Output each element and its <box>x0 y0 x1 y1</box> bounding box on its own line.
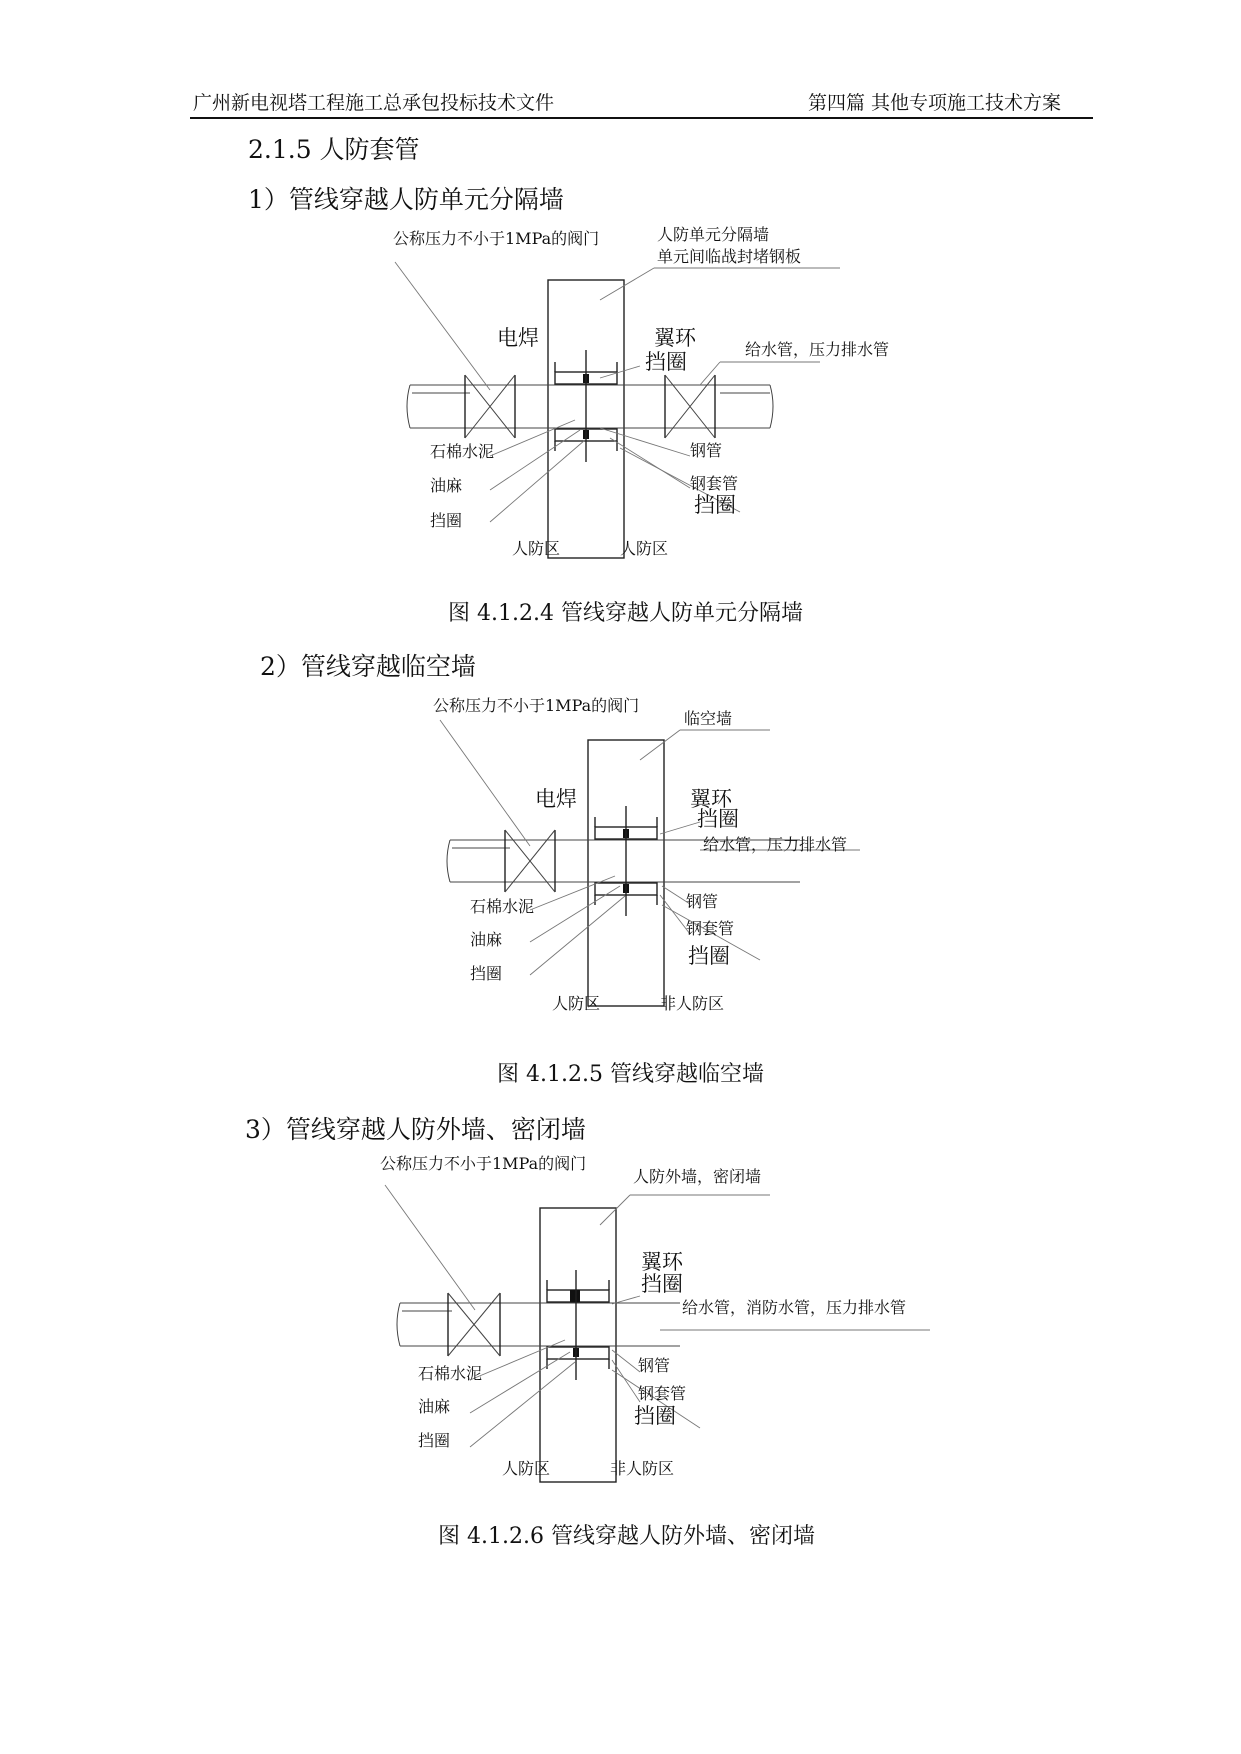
label-wing-ring: 翼环 <box>690 787 732 811</box>
figure-3-caption: 图 4.1.2.6 管线穿越人防外墙、密闭墙 <box>438 1524 815 1549</box>
figure-1-caption: 图 4.1.2.4 管线穿越人防单元分隔墙 <box>448 601 803 626</box>
label-wing-ring: 翼环 <box>654 326 696 350</box>
label-wall: 人防单元分隔墙 <box>657 225 770 244</box>
label-zone-right: 人防区 <box>620 539 669 558</box>
label-wall: 人防外墙，密闭墙 <box>633 1167 762 1186</box>
label-retaining-ring: 挡圈 <box>697 807 739 831</box>
label-oakum: 油麻 <box>418 1397 451 1416</box>
figure-3-drawing <box>385 1185 930 1482</box>
label-weld: 电焊 <box>497 326 539 350</box>
label-steel-sleeve: 钢套管 <box>690 474 739 493</box>
label-steel-sleeve: 钢套管 <box>638 1384 687 1403</box>
label-zone-left: 人防区 <box>502 1459 551 1478</box>
label-steel-sleeve: 钢套管 <box>686 919 735 938</box>
label-retaining-ring: 挡圈 <box>641 1272 683 1296</box>
header-document-title: 广州新电视塔工程施工总承包投标技术文件 <box>193 92 555 114</box>
label-retaining-ring-right: 挡圈 <box>694 493 736 517</box>
label-pipe-type: 给水管，压力排水管 <box>745 340 890 359</box>
label-zone-right: 非人防区 <box>610 1459 675 1478</box>
label-pipe-type: 给水管，压力排水管 <box>703 835 848 854</box>
subsection-2-title: 2）管线穿越临空墙 <box>260 652 476 681</box>
label-asbestos-cement: 石棉水泥 <box>430 442 495 461</box>
label-retaining-ring-left: 挡圈 <box>418 1431 451 1450</box>
label-steel-pipe: 钢管 <box>686 892 719 911</box>
label-steel-pipe: 钢管 <box>690 441 723 460</box>
label-valve: 公称压力不小于1MPa的阀门 <box>393 229 600 248</box>
label-zone-left: 人防区 <box>552 994 601 1013</box>
label-steel-pipe: 钢管 <box>638 1356 671 1375</box>
label-zone-right: 非人防区 <box>660 994 725 1013</box>
label-wing-ring: 翼环 <box>641 1250 683 1274</box>
label-retaining-ring-left: 挡圈 <box>430 511 463 530</box>
label-weld: 电焊 <box>535 787 577 811</box>
label-oakum: 油麻 <box>470 930 503 949</box>
label-retaining-ring: 挡圈 <box>645 350 687 374</box>
label-asbestos-cement: 石棉水泥 <box>418 1364 483 1383</box>
label-steel-plate: 单元间临战封堵钢板 <box>657 247 802 266</box>
label-retaining-ring-right: 挡圈 <box>634 1404 676 1428</box>
label-retaining-ring-left: 挡圈 <box>470 964 503 983</box>
label-wall: 临空墙 <box>684 709 733 728</box>
label-valve: 公称压力不小于1MPa的阀门 <box>433 696 640 715</box>
subsection-3-title: 3）管线穿越人防外墙、密闭墙 <box>245 1115 586 1144</box>
section-title: 2.1.5 人防套管 <box>248 135 420 164</box>
label-pipe-type: 给水管，消防水管，压力排水管 <box>682 1298 907 1317</box>
label-retaining-ring-right: 挡圈 <box>688 944 730 968</box>
header-chapter-title: 第四篇 其他专项施工技术方案 <box>808 92 1062 114</box>
subsection-1-title: 1）管线穿越人防单元分隔墙 <box>248 185 564 214</box>
label-zone-left: 人防区 <box>512 539 561 558</box>
figure-2-caption: 图 4.1.2.5 管线穿越临空墙 <box>497 1062 764 1087</box>
figure-2-drawing <box>440 720 860 1006</box>
label-oakum: 油麻 <box>430 476 463 495</box>
label-valve: 公称压力不小于1MPa的阀门 <box>380 1154 587 1173</box>
label-asbestos-cement: 石棉水泥 <box>470 897 535 916</box>
